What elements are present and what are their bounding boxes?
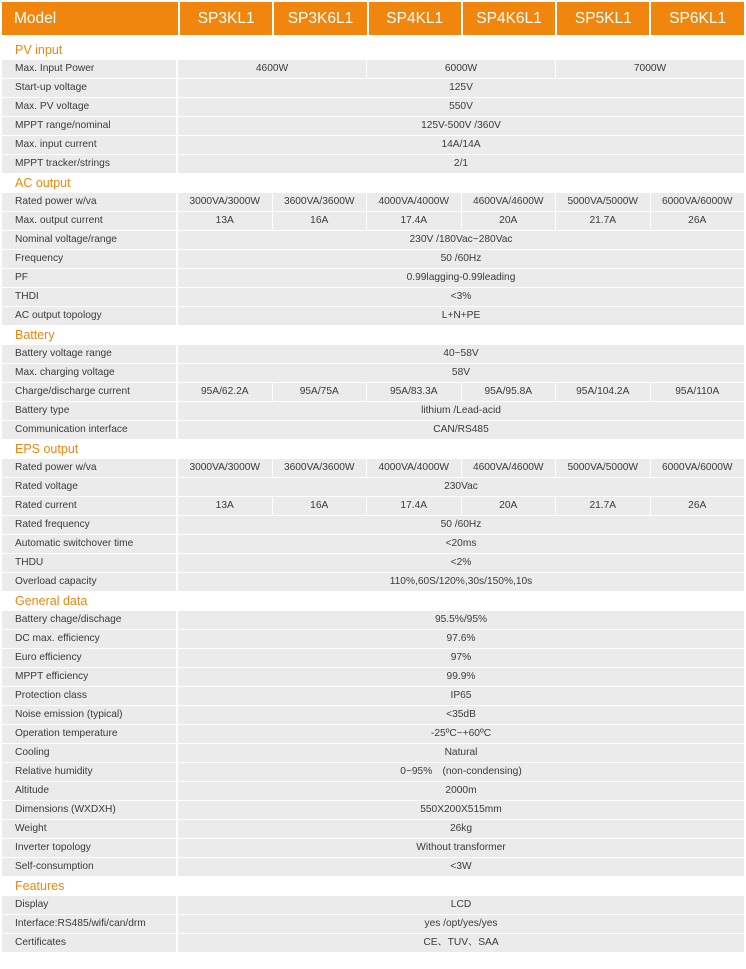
spec-value: -25ºC~+60ºC bbox=[178, 725, 744, 743]
spec-value: 2/1 bbox=[178, 155, 744, 173]
spec-values bbox=[178, 402, 744, 420]
spec-value: 95A/104.2A bbox=[556, 383, 650, 401]
model-header-5: SP6KL1 bbox=[649, 2, 743, 35]
spec-value: 17.4A bbox=[367, 212, 461, 230]
spec-label: DC max. efficiency bbox=[2, 630, 176, 648]
spec-values bbox=[178, 345, 744, 363]
spec-label: AC output topology bbox=[2, 307, 176, 325]
spec-row bbox=[2, 858, 744, 876]
spec-value: 95A/62.2A bbox=[178, 383, 272, 401]
spec-values bbox=[178, 478, 744, 496]
spec-row bbox=[2, 402, 744, 420]
section-title: Battery bbox=[15, 328, 55, 342]
spec-label: Weight bbox=[2, 820, 176, 838]
spec-value: 26A bbox=[651, 212, 745, 230]
spec-value: 21.7A bbox=[556, 212, 650, 230]
spec-label: Cooling bbox=[2, 744, 176, 762]
spec-label: Rated current bbox=[2, 497, 176, 515]
spec-value: 95.5%/95% bbox=[178, 611, 744, 629]
spec-value: 4600VA/4600W bbox=[462, 193, 556, 211]
section-title: EPS output bbox=[15, 442, 79, 456]
spec-value: CAN/RS485 bbox=[178, 421, 744, 439]
model-header-label: Model bbox=[14, 9, 57, 27]
spec-label: Display bbox=[2, 896, 176, 914]
spec-row bbox=[2, 79, 744, 97]
spec-value: <3% bbox=[178, 288, 744, 306]
spec-value: 6000VA/6000W bbox=[651, 459, 745, 477]
spec-values bbox=[178, 687, 744, 705]
spec-values bbox=[178, 421, 744, 439]
spec-value: 20A bbox=[462, 212, 556, 230]
spec-row bbox=[2, 820, 744, 838]
spec-row bbox=[2, 687, 744, 705]
spec-value: 6000W bbox=[367, 60, 555, 78]
spec-value: 7000W bbox=[556, 60, 744, 78]
spec-values bbox=[178, 820, 744, 838]
spec-label: Automatic switchover time bbox=[2, 535, 176, 553]
spec-label: Rated voltage bbox=[2, 478, 176, 496]
spec-values bbox=[178, 744, 744, 762]
spec-label: THDU bbox=[2, 554, 176, 572]
spec-label: Self-consumption bbox=[2, 858, 176, 876]
spec-values bbox=[178, 212, 744, 230]
spec-value: 21.7A bbox=[556, 497, 650, 515]
spec-value: 230Vac bbox=[178, 478, 744, 496]
spec-label: Protection class bbox=[2, 687, 176, 705]
spec-values bbox=[178, 155, 744, 173]
spec-row bbox=[2, 839, 744, 857]
spec-values bbox=[178, 668, 744, 686]
spec-value: 95A/110A bbox=[651, 383, 745, 401]
spec-value: 58V bbox=[178, 364, 744, 382]
spec-label: Communication interface bbox=[2, 421, 176, 439]
spec-values bbox=[178, 383, 744, 401]
spec-value: <20ms bbox=[178, 535, 744, 553]
spec-values bbox=[178, 782, 744, 800]
spec-row bbox=[2, 345, 744, 363]
spec-values bbox=[178, 725, 744, 743]
spec-row bbox=[2, 459, 744, 477]
spec-row bbox=[2, 231, 744, 249]
spec-value: 0.99lagging-0.99leading bbox=[178, 269, 744, 287]
spec-row bbox=[2, 155, 744, 173]
spec-values bbox=[178, 934, 744, 952]
spec-row bbox=[2, 117, 744, 135]
spec-label: Nominal voltage/range bbox=[2, 231, 176, 249]
spec-values bbox=[178, 269, 744, 287]
section-title: General data bbox=[15, 594, 88, 608]
spec-label: Dimensions (WXDXH) bbox=[2, 801, 176, 819]
spec-value: yes /opt/yes/yes bbox=[178, 915, 744, 933]
spec-label: Altitude bbox=[2, 782, 176, 800]
spec-value: <2% bbox=[178, 554, 744, 572]
spec-value: 17.4A bbox=[367, 497, 461, 515]
spec-row bbox=[2, 212, 744, 230]
spec-value: 20A bbox=[462, 497, 556, 515]
spec-label: Overload capacity bbox=[2, 573, 176, 591]
spec-value: 95A/83.3A bbox=[367, 383, 461, 401]
spec-label: MPPT range/nominal bbox=[2, 117, 176, 135]
spec-values bbox=[178, 535, 744, 553]
spec-label: Interface:RS485/wifi/can/drm bbox=[2, 915, 176, 933]
model-header-4: SP5KL1 bbox=[555, 2, 649, 35]
spec-value: 26A bbox=[651, 497, 745, 515]
spec-row bbox=[2, 706, 744, 724]
spec-values bbox=[178, 497, 744, 515]
spec-values bbox=[178, 573, 744, 591]
spec-value: 50 /60Hz bbox=[178, 516, 744, 534]
model-header-3: SP4K6L1 bbox=[461, 2, 555, 35]
spec-values bbox=[178, 364, 744, 382]
spec-value: 16A bbox=[273, 212, 367, 230]
spec-label: Battery chage/dischage bbox=[2, 611, 176, 629]
spec-row bbox=[2, 535, 744, 553]
spec-row bbox=[2, 554, 744, 572]
spec-value: <35dB bbox=[178, 706, 744, 724]
spec-label: Battery type bbox=[2, 402, 176, 420]
spec-label: PF bbox=[2, 269, 176, 287]
spec-value: 13A bbox=[178, 497, 272, 515]
spec-value: 6000VA/6000W bbox=[651, 193, 745, 211]
spec-value: LCD bbox=[178, 896, 744, 914]
spec-value: 2000m bbox=[178, 782, 744, 800]
spec-values bbox=[178, 858, 744, 876]
spec-value: 13A bbox=[178, 212, 272, 230]
spec-value: 14A/14A bbox=[178, 136, 744, 154]
spec-value: CE、TUV、SAA bbox=[178, 934, 744, 952]
spec-value: 3600VA/3600W bbox=[273, 193, 367, 211]
spec-row bbox=[2, 915, 744, 933]
spec-values bbox=[178, 649, 744, 667]
spec-value: 5000VA/5000W bbox=[556, 459, 650, 477]
spec-values bbox=[178, 516, 744, 534]
spec-value: 50 /60Hz bbox=[178, 250, 744, 268]
spec-label: Operation temperature bbox=[2, 725, 176, 743]
spec-value: 4000VA/4000W bbox=[367, 459, 461, 477]
model-header-2: SP4KL1 bbox=[367, 2, 461, 35]
spec-values bbox=[178, 706, 744, 724]
spec-row bbox=[2, 364, 744, 382]
section-title: PV input bbox=[15, 43, 63, 57]
spec-values bbox=[178, 307, 744, 325]
spec-value: 97% bbox=[178, 649, 744, 667]
spec-value: 4600VA/4600W bbox=[462, 459, 556, 477]
spec-label: Charge/discharge current bbox=[2, 383, 176, 401]
spec-values bbox=[178, 231, 744, 249]
spec-value: Without transformer bbox=[178, 839, 744, 857]
spec-value: lithium /Lead-acid bbox=[178, 402, 744, 420]
spec-values bbox=[178, 79, 744, 97]
spec-row bbox=[2, 801, 744, 819]
spec-value: 97.6% bbox=[178, 630, 744, 648]
spec-row bbox=[2, 193, 744, 211]
spec-row bbox=[2, 478, 744, 496]
spec-value: 16A bbox=[273, 497, 367, 515]
spec-value: 4600W bbox=[178, 60, 366, 78]
spec-values bbox=[178, 763, 744, 781]
spec-row bbox=[2, 573, 744, 591]
spec-value: 40~58V bbox=[178, 345, 744, 363]
spec-row bbox=[2, 60, 744, 78]
spec-value: 3000VA/3000W bbox=[178, 459, 272, 477]
spec-label: Max. input current bbox=[2, 136, 176, 154]
spec-row bbox=[2, 98, 744, 116]
spec-label: Rated power w/va bbox=[2, 193, 176, 211]
spec-row bbox=[2, 896, 744, 914]
spec-row bbox=[2, 611, 744, 629]
spec-values bbox=[178, 459, 744, 477]
spec-row bbox=[2, 782, 744, 800]
spec-label: Euro efficiency bbox=[2, 649, 176, 667]
spec-row bbox=[2, 307, 744, 325]
model-header-1: SP3K6L1 bbox=[272, 2, 366, 35]
spec-row bbox=[2, 744, 744, 762]
model-header-0: SP3KL1 bbox=[178, 2, 272, 35]
section-title: Features bbox=[15, 879, 65, 893]
spec-value: Natural bbox=[178, 744, 744, 762]
spec-label: Relative humidity bbox=[2, 763, 176, 781]
spec-label: Max. output current bbox=[2, 212, 176, 230]
section-title: AC output bbox=[15, 176, 71, 190]
spec-sheet bbox=[2, 0, 744, 952]
spec-row bbox=[2, 288, 744, 306]
spec-values bbox=[178, 611, 744, 629]
spec-values bbox=[178, 250, 744, 268]
spec-value: 125V-500V /360V bbox=[178, 117, 744, 135]
spec-label: Certificates bbox=[2, 934, 176, 952]
spec-row bbox=[2, 725, 744, 743]
spec-row bbox=[2, 136, 744, 154]
spec-values bbox=[178, 288, 744, 306]
spec-value: 550X200X515mm bbox=[178, 801, 744, 819]
spec-row bbox=[2, 421, 744, 439]
spec-value: 99.9% bbox=[178, 668, 744, 686]
spec-values bbox=[178, 554, 744, 572]
spec-label: Max. Input Power bbox=[2, 60, 176, 78]
spec-value: 4000VA/4000W bbox=[367, 193, 461, 211]
spec-label: Battery voltage range bbox=[2, 345, 176, 363]
spec-values bbox=[178, 839, 744, 857]
spec-row bbox=[2, 497, 744, 515]
spec-value: L+N+PE bbox=[178, 307, 744, 325]
spec-values bbox=[178, 98, 744, 116]
spec-value: 0~95% (non-condensing) bbox=[178, 763, 744, 781]
spec-label: Start-up voltage bbox=[2, 79, 176, 97]
spec-value: 110%,60S/120%,30s/150%,10s bbox=[178, 573, 744, 591]
spec-value: IP65 bbox=[178, 687, 744, 705]
spec-row bbox=[2, 383, 744, 401]
spec-values bbox=[178, 136, 744, 154]
spec-label: Max. charging voltage bbox=[2, 364, 176, 382]
spec-label: Rated frequency bbox=[2, 516, 176, 534]
spec-row bbox=[2, 649, 744, 667]
spec-label: Max. PV voltage bbox=[2, 98, 176, 116]
spec-value: 3600VA/3600W bbox=[273, 459, 367, 477]
spec-row bbox=[2, 763, 744, 781]
spec-row bbox=[2, 934, 744, 952]
spec-value: 550V bbox=[178, 98, 744, 116]
model-header-row bbox=[2, 2, 744, 35]
spec-value: 125V bbox=[178, 79, 744, 97]
spec-label: THDI bbox=[2, 288, 176, 306]
spec-value: 230V /180Vac~280Vac bbox=[178, 231, 744, 249]
spec-label: Frequency bbox=[2, 250, 176, 268]
spec-values bbox=[178, 801, 744, 819]
spec-value: <3W bbox=[178, 858, 744, 876]
spec-table-body bbox=[2, 41, 744, 952]
spec-label: Rated power w/va bbox=[2, 459, 176, 477]
spec-row bbox=[2, 630, 744, 648]
spec-values bbox=[178, 117, 744, 135]
spec-value: 26kg bbox=[178, 820, 744, 838]
spec-label: MPPT tracker/strings bbox=[2, 155, 176, 173]
spec-row bbox=[2, 250, 744, 268]
spec-values bbox=[178, 896, 744, 914]
spec-label: MPPT efficiency bbox=[2, 668, 176, 686]
spec-row bbox=[2, 516, 744, 534]
spec-values bbox=[178, 915, 744, 933]
spec-value: 5000VA/5000W bbox=[556, 193, 650, 211]
spec-value: 3000VA/3000W bbox=[178, 193, 272, 211]
spec-row bbox=[2, 668, 744, 686]
spec-value: 95A/75A bbox=[273, 383, 367, 401]
spec-row bbox=[2, 269, 744, 287]
spec-values bbox=[178, 630, 744, 648]
spec-value: 95A/95.8A bbox=[462, 383, 556, 401]
spec-label: Noise emission (typical) bbox=[2, 706, 176, 724]
spec-values bbox=[178, 193, 744, 211]
spec-values bbox=[178, 60, 744, 78]
spec-label: Inverter topology bbox=[2, 839, 176, 857]
